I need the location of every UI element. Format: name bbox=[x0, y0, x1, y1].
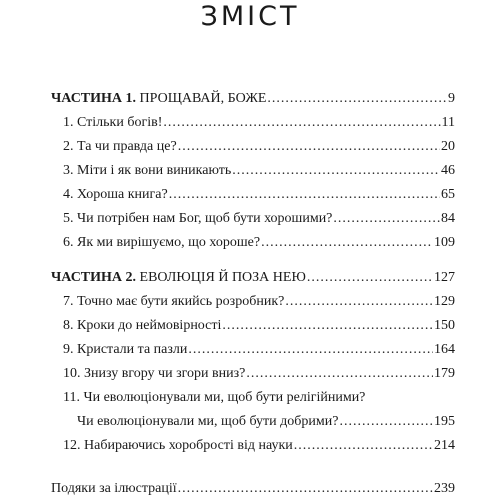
toc-chapter-1[interactable] bbox=[63, 114, 455, 132]
page-number: 84 bbox=[441, 211, 455, 226]
leader-dots bbox=[178, 480, 433, 498]
page-number: 129 bbox=[434, 294, 455, 309]
toc-chapter-4[interactable] bbox=[63, 186, 455, 204]
page-number: 9 bbox=[448, 91, 455, 106]
chapter-label: Подяки за ілюстрації bbox=[51, 481, 177, 496]
toc-chapter-12[interactable] bbox=[63, 437, 455, 455]
leader-dots bbox=[307, 269, 433, 287]
page-number: 20 bbox=[441, 139, 455, 154]
leader-dots bbox=[188, 341, 433, 359]
page-number: 150 bbox=[434, 318, 455, 333]
leader-dots bbox=[163, 114, 440, 132]
leader-dots bbox=[267, 90, 447, 108]
page-number: 127 bbox=[434, 270, 455, 285]
chapter-label: Чи еволюціонували ми, щоб бути добрими? bbox=[77, 414, 339, 429]
page-number: 195 bbox=[434, 414, 455, 429]
leader-dots bbox=[294, 437, 433, 455]
toc-chapter-11[interactable] bbox=[63, 389, 455, 407]
chapter-label: 4. Хороша книга? bbox=[63, 187, 168, 202]
chapter-label: 5. Чи потрібен нам Бог, щоб бути хорошими? bbox=[63, 211, 333, 226]
part-prefix: ЧАСТИНА 2. bbox=[51, 270, 137, 285]
leader-dots bbox=[285, 293, 433, 311]
leader-dots bbox=[169, 186, 440, 204]
toc-chapter-2[interactable] bbox=[63, 138, 455, 156]
toc-chapter-10[interactable] bbox=[63, 365, 455, 383]
page-number: 46 bbox=[441, 163, 455, 178]
leader-dots bbox=[261, 234, 433, 252]
page-number: 11 bbox=[441, 115, 455, 130]
toc-chapter-6[interactable] bbox=[63, 234, 455, 252]
page-title: ЗМІСТ bbox=[200, 1, 300, 32]
page-number: 179 bbox=[434, 366, 455, 381]
chapter-label: 1. Стільки богів! bbox=[63, 115, 163, 130]
chapter-label: 11. Чи еволюціонували ми, щоб бути релігійними? bbox=[63, 390, 366, 405]
leader-dots bbox=[339, 413, 433, 431]
chapter-label: 7. Точно має бути якийсь розробник? bbox=[63, 294, 285, 309]
chapter-label: 8. Кроки до неймовірності bbox=[63, 318, 222, 333]
page-number: 164 bbox=[434, 342, 455, 357]
part-title: ЕВОЛЮЦІЯ Й ПОЗА НЕЮ bbox=[136, 270, 306, 285]
leader-dots bbox=[178, 138, 440, 156]
leader-dots bbox=[222, 317, 433, 335]
toc-chapter-5[interactable] bbox=[63, 210, 455, 228]
chapter-label: 2. Та чи правда це? bbox=[63, 139, 177, 154]
chapter-label: 10. Знизу вгору чи згори вниз? bbox=[63, 366, 246, 381]
part-prefix: ЧАСТИНА 1. bbox=[51, 91, 137, 106]
chapter-label: 3. Міти і як вони виникають bbox=[63, 163, 232, 178]
leader-dots bbox=[246, 365, 433, 383]
toc-chapter-11-continued[interactable] bbox=[77, 413, 455, 431]
chapter-label: 6. Як ми вирішуємо, що хороше? bbox=[63, 235, 261, 250]
toc-part-2[interactable] bbox=[51, 269, 455, 287]
toc-chapter-7[interactable] bbox=[63, 293, 455, 311]
toc-chapter-3[interactable] bbox=[63, 162, 455, 180]
toc-acknowledgements[interactable] bbox=[51, 480, 455, 498]
toc-part-1[interactable] bbox=[51, 90, 455, 108]
page-number: 109 bbox=[434, 235, 455, 250]
toc-chapter-8[interactable] bbox=[63, 317, 455, 335]
leader-dots bbox=[232, 162, 440, 180]
toc-chapter-9[interactable] bbox=[63, 341, 455, 359]
part-title: ПРОЩАВАЙ, БОЖЕ bbox=[136, 91, 267, 106]
page-number: 65 bbox=[441, 187, 455, 202]
chapter-label: 9. Кристали та пазли bbox=[63, 342, 188, 357]
leader-dots bbox=[333, 210, 440, 228]
chapter-label: 12. Набираючись хоробрості від науки bbox=[63, 438, 293, 453]
page-number: 214 bbox=[434, 438, 455, 453]
page-number: 239 bbox=[434, 481, 455, 496]
